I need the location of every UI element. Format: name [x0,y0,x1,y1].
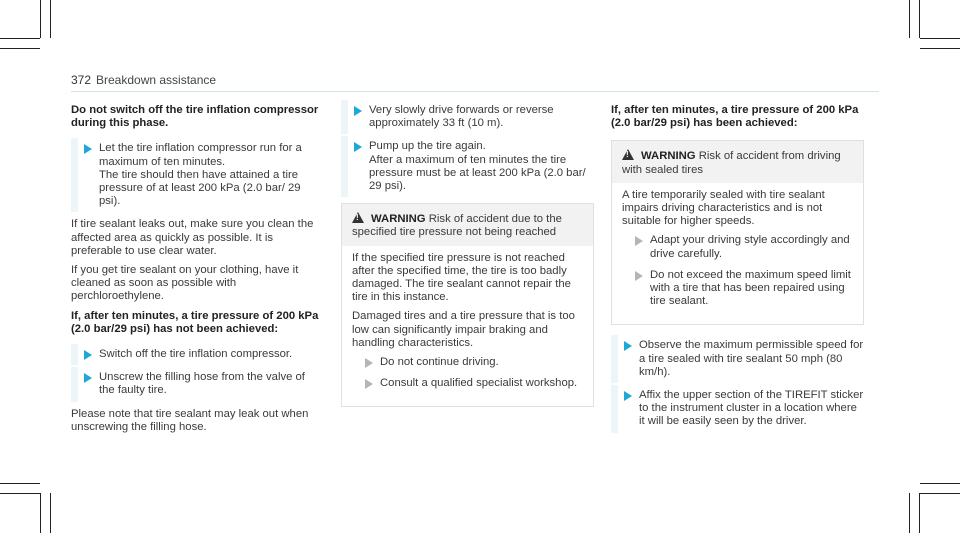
crop-mark [909,493,910,533]
step-arrow-icon [624,341,632,351]
col3-warning-label: WARNING [641,150,696,163]
col3-warning-step-1-text: Adapt your driving style accordingly and drive carefully. [650,234,850,260]
col1-para-3: Please note that tire sealant may leak out when unscrewing the filling hose. [71,407,309,433]
header-rule [71,91,879,92]
col2-warning-box [341,203,594,407]
col3-step-1-text: Observe the maximum permissible speed for a tire sealed with tire sealant 50 mph (80 km/h). [639,339,864,378]
col3-warning-step-2-text: Do not exceed the maximum speed limit with a tire that has been repaired using tire sealant. [650,268,851,308]
column-1 [71,104,321,440]
col3-heading: If, after ten minutes, a tire pressure of 200 kPa (2.0 bar/29 psi) has been achieved: [611,104,859,130]
col3-step-1 [611,339,864,379]
col2-step-2-line2: After a maximum of ten minutes the tire pressure must be at least 200 kPa (2.0 bar/ 29 psi). [369,153,586,193]
section-title: Breakdown assistance [96,73,217,87]
col3-warning-title: Risk of accident from driving with sealed tires [622,150,841,176]
step-arrow-icon [354,106,362,116]
crop-mark [920,483,960,484]
col1-step-1 [71,142,321,208]
warning-icon [352,212,364,223]
page-number: 372 [71,73,92,87]
col2-warning-label: WARNING [371,213,426,226]
col2-step-2 [341,140,594,193]
col3-warning-header [612,141,863,182]
col3-warning-step-1 [622,234,853,260]
col2-warning-step-1 [352,356,583,369]
col3-warning-step-2 [622,269,853,309]
crop-mark [920,38,960,39]
step-arrow-icon [365,379,373,389]
col2-warning-text-2: Damaged tires and a tire pressure that is too low can significantly impair braking and handling characteristics. [352,310,575,349]
step-arrow-icon [84,144,92,154]
crop-mark [920,493,960,494]
col2-warning-body [342,246,593,407]
crop-mark [0,48,40,49]
col2-warning-header [342,204,593,245]
col1-step-1-line2: The tire should then have attained a tire pressure of at least 200 kPa (2.0 bar/ 29 psi). [99,168,301,208]
crop-mark [919,0,920,38]
step-arrow-icon [624,391,632,401]
col1-step-2 [71,348,321,361]
warning-icon [622,149,634,160]
crop-mark [909,0,910,38]
col3-warning-text: A tire temporarily sealed with tire sealant impairs driving characteristics and is not suitable for higher speeds. [622,188,825,228]
crop-mark [919,493,920,533]
crop-mark [40,493,41,533]
col2-warning-step-2 [352,377,583,390]
column-3 [611,104,864,439]
crop-mark [50,0,51,38]
crop-mark [0,483,40,484]
step-arrow-icon [84,350,92,360]
col1-para-1: If tire sealant leaks out, make sure you clean the affected area as quickly as possible. It is preferable to use clear water. [71,218,314,257]
crop-mark [0,38,40,39]
col1-step-1-line1: Let the tire inflation compressor run for a maximum of ten minutes. [99,142,302,168]
col2-step-1-text: Very slowly drive forwards or reverse approximately 33 ft (10 m). [369,104,554,130]
col1-heading-2: If, after ten minutes, a tire pressure of 200 kPa (2.0 bar/29 psi) has not been achieved: [71,309,319,335]
col3-step-2-text: Affix the upper section of the TIREFIT sticker to the instrument cluster in a location where it will be easily seen by the driver. [639,389,864,428]
col3-warning-body [612,183,863,325]
col1-heading: Do not switch off the tire inflation compressor during this phase. [71,104,319,130]
col1-step-2-text: Switch off the tire inflation compressor. [99,348,293,361]
step-arrow-icon [354,142,362,152]
col2-warning-text-1: If the specified tire pressure is not reached after the specified time, the tire is too badly damaged. The tire sealant cannot repair the tire in this instance. [352,251,571,304]
col1-para-2: If you get tire sealant on your clothing, have it cleaned as soon as possible with perchloroethylene. [71,264,299,303]
col2-warning-step-2-text: Consult a qualified specialist workshop. [380,377,578,390]
crop-mark [920,48,960,49]
col3-step-2 [611,389,864,429]
step-arrow-icon [635,236,643,246]
col2-warning-step-1-text: Do not continue driving. [380,356,499,369]
column-2 [341,104,594,415]
step-arrow-icon [365,358,373,368]
crop-mark [50,493,51,533]
col3-warning-box [611,140,864,325]
crop-mark [0,493,40,494]
crop-mark [40,0,41,38]
col2-warning-title: Risk of accident due to the specified tire pressure not being reached [352,213,562,239]
col2-step-2-line1: Pump up the tire again. [369,140,486,153]
step-arrow-icon [84,373,92,383]
col1-step-3-text: Unscrew the filling hose from the valve of the faulty tire. [99,371,305,397]
col2-step-1 [341,104,594,130]
step-arrow-icon [635,271,643,281]
col1-step-3 [71,371,321,397]
